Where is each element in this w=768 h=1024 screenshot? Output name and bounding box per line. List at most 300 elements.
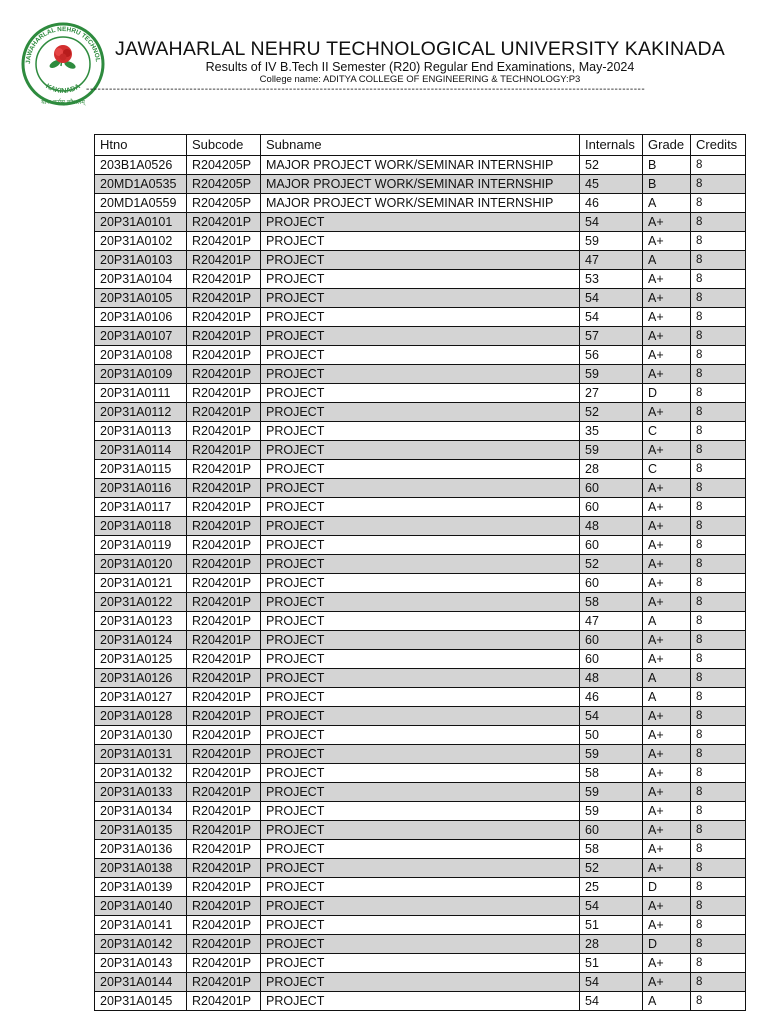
table-row [95,517,746,536]
table-row [95,270,746,289]
subcode-cell: R204201P [187,536,261,555]
subcode-cell: R204201P [187,346,261,365]
credits-cell: 8 [691,156,746,175]
subcode-cell: R204201P [187,422,261,441]
grade-cell: A+ [643,897,691,916]
internals-cell: 25 [580,878,643,897]
grade-cell: A [643,194,691,213]
subcode-cell: R204201P [187,327,261,346]
internals-cell: 60 [580,821,643,840]
credits-cell: 8 [691,194,746,213]
htno-cell: 20P31A0122 [95,593,187,612]
results-table [94,134,746,1011]
subcode-cell: R204201P [187,669,261,688]
subcode-cell: R204201P [187,992,261,1011]
column-header-subcode: Subcode [187,135,261,156]
subname-cell: PROJECT [261,213,580,232]
table-header-row [95,135,746,156]
grade-cell: A+ [643,441,691,460]
grade-cell: A+ [643,859,691,878]
subname-cell: PROJECT [261,783,580,802]
internals-cell: 52 [580,859,643,878]
subcode-cell: R204201P [187,916,261,935]
table-row [95,802,746,821]
table-row [95,232,746,251]
table-row [95,175,746,194]
grade-cell: A+ [643,745,691,764]
grade-cell: C [643,460,691,479]
credits-cell: 8 [691,574,746,593]
htno-cell: 20P31A0139 [95,878,187,897]
logo-ring-text-top: JAWAHARLAL NEHRU TECHNOL [24,25,101,65]
subname-cell: PROJECT [261,650,580,669]
grade-cell: A+ [643,973,691,992]
subname-cell: PROJECT [261,251,580,270]
subname-cell: MAJOR PROJECT WORK/SEMINAR INTERNSHIP [261,175,580,194]
htno-cell: 20P31A0118 [95,517,187,536]
grade-cell: A+ [643,574,691,593]
credits-cell: 8 [691,992,746,1011]
internals-cell: 54 [580,992,643,1011]
htno-cell: 20P31A0102 [95,232,187,251]
table-row [95,821,746,840]
table-row [95,460,746,479]
subcode-cell: R204201P [187,840,261,859]
grade-cell: C [643,422,691,441]
htno-cell: 20P31A0126 [95,669,187,688]
subname-cell: PROJECT [261,593,580,612]
grade-cell: D [643,878,691,897]
internals-cell: 45 [580,175,643,194]
subname-cell: PROJECT [261,859,580,878]
subcode-cell: R204201P [187,308,261,327]
credits-cell: 8 [691,251,746,270]
credits-cell: 8 [691,498,746,517]
table-row [95,251,746,270]
table-row [95,403,746,422]
subcode-cell: R204201P [187,403,261,422]
grade-cell: A+ [643,631,691,650]
credits-cell: 8 [691,650,746,669]
grade-cell: D [643,935,691,954]
grade-cell: A+ [643,270,691,289]
grade-cell: A+ [643,289,691,308]
table-row [95,612,746,631]
subcode-cell: R204205P [187,156,261,175]
table-row [95,479,746,498]
subcode-cell: R204201P [187,878,261,897]
credits-cell: 8 [691,403,746,422]
internals-cell: 48 [580,517,643,536]
credits-cell: 8 [691,175,746,194]
credits-cell: 8 [691,688,746,707]
grade-cell: A+ [643,764,691,783]
table-row [95,289,746,308]
internals-cell: 54 [580,707,643,726]
internals-cell: 48 [580,669,643,688]
table-row [95,365,746,384]
internals-cell: 52 [580,403,643,422]
internals-cell: 58 [580,764,643,783]
internals-cell: 54 [580,308,643,327]
grade-cell: A [643,251,691,270]
htno-cell: 20P31A0143 [95,954,187,973]
htno-cell: 20MD1A0535 [95,175,187,194]
htno-cell: 20P31A0111 [95,384,187,403]
credits-cell: 8 [691,365,746,384]
university-name: JAWAHARLAL NEHRU TECHNOLOGICAL UNIVERSITY KAKINADA [115,38,725,60]
subcode-cell: R204201P [187,574,261,593]
credits-cell: 8 [691,840,746,859]
grade-cell: B [643,175,691,194]
credits-cell: 8 [691,289,746,308]
credits-cell: 8 [691,479,746,498]
htno-cell: 20P31A0104 [95,270,187,289]
subcode-cell: R204201P [187,859,261,878]
subname-cell: PROJECT [261,479,580,498]
credits-cell: 8 [691,916,746,935]
table-row [95,555,746,574]
university-seal-icon [20,18,106,110]
subcode-cell: R204201P [187,821,261,840]
credits-cell: 8 [691,232,746,251]
htno-cell: 20P31A0109 [95,365,187,384]
column-header-credits: Credits [691,135,746,156]
subcode-cell: R204201P [187,479,261,498]
htno-cell: 20P31A0134 [95,802,187,821]
credits-cell: 8 [691,669,746,688]
credits-cell: 8 [691,783,746,802]
logo-motto: योगः कर्मसु कौशलम् [41,99,85,106]
university-logo [20,18,106,110]
table-row [95,954,746,973]
credits-cell: 8 [691,878,746,897]
table-row [95,574,746,593]
credits-cell: 8 [691,327,746,346]
htno-cell: 20P31A0119 [95,536,187,555]
subcode-cell: R204201P [187,593,261,612]
internals-cell: 28 [580,460,643,479]
htno-cell: 20P31A0112 [95,403,187,422]
internals-cell: 46 [580,688,643,707]
htno-cell: 20P31A0121 [95,574,187,593]
subcode-cell: R204201P [187,764,261,783]
htno-cell: 20P31A0101 [95,213,187,232]
internals-cell: 54 [580,973,643,992]
credits-cell: 8 [691,707,746,726]
table-row [95,308,746,327]
subname-cell: PROJECT [261,365,580,384]
table-row [95,916,746,935]
table-row [95,897,746,916]
column-header-internals: Internals [580,135,643,156]
table-row [95,840,746,859]
internals-cell: 50 [580,726,643,745]
grade-cell: A [643,992,691,1011]
subcode-cell: R204201P [187,612,261,631]
subname-cell: PROJECT [261,498,580,517]
subname-cell: PROJECT [261,973,580,992]
htno-cell: 20P31A0133 [95,783,187,802]
table-row [95,194,746,213]
internals-cell: 59 [580,232,643,251]
credits-cell: 8 [691,270,746,289]
grade-cell: A+ [643,403,691,422]
grade-cell: A+ [643,346,691,365]
grade-cell: A [643,669,691,688]
subname-cell: PROJECT [261,821,580,840]
credits-cell: 8 [691,935,746,954]
htno-cell: 20P31A0144 [95,973,187,992]
subname-cell: PROJECT [261,327,580,346]
subcode-cell: R204201P [187,441,261,460]
internals-cell: 59 [580,441,643,460]
subcode-cell: R204201P [187,270,261,289]
htno-cell: 20P31A0115 [95,460,187,479]
grade-cell: A+ [643,821,691,840]
grade-cell: A [643,612,691,631]
internals-cell: 51 [580,954,643,973]
subname-cell: PROJECT [261,726,580,745]
table-row [95,669,746,688]
subcode-cell: R204201P [187,935,261,954]
subname-cell: PROJECT [261,612,580,631]
internals-cell: 52 [580,156,643,175]
htno-cell: 20P31A0105 [95,289,187,308]
internals-cell: 51 [580,916,643,935]
grade-cell: A+ [643,650,691,669]
subname-cell: PROJECT [261,764,580,783]
grade-cell: A+ [643,498,691,517]
table-row [95,783,746,802]
subcode-cell: R204201P [187,688,261,707]
table-row [95,973,746,992]
subname-cell: PROJECT [261,441,580,460]
table-row [95,859,746,878]
results-table-body [95,156,746,1011]
subcode-cell: R204201P [187,365,261,384]
subname-cell: MAJOR PROJECT WORK/SEMINAR INTERNSHIP [261,194,580,213]
grade-cell: A+ [643,916,691,935]
credits-cell: 8 [691,422,746,441]
column-header-htno: Htno [95,135,187,156]
subcode-cell: R204201P [187,251,261,270]
table-row [95,992,746,1011]
htno-cell: 20P31A0135 [95,821,187,840]
grade-cell: A+ [643,517,691,536]
grade-cell: B [643,156,691,175]
credits-cell: 8 [691,973,746,992]
subname-cell: PROJECT [261,289,580,308]
grade-cell: A+ [643,726,691,745]
table-row [95,536,746,555]
credits-cell: 8 [691,821,746,840]
grade-cell: A+ [643,479,691,498]
htno-cell: 20P31A0138 [95,859,187,878]
table-row [95,441,746,460]
grade-cell: A+ [643,555,691,574]
subcode-cell: R204201P [187,555,261,574]
htno-cell: 20P31A0120 [95,555,187,574]
credits-cell: 8 [691,802,746,821]
credits-cell: 8 [691,346,746,365]
grade-cell: A+ [643,365,691,384]
subname-cell: PROJECT [261,422,580,441]
internals-cell: 60 [580,631,643,650]
subname-cell: PROJECT [261,631,580,650]
table-row [95,156,746,175]
credits-cell: 8 [691,612,746,631]
subcode-cell: R204201P [187,517,261,536]
subname-cell: PROJECT [261,707,580,726]
htno-cell: 20P31A0107 [95,327,187,346]
subname-cell: PROJECT [261,270,580,289]
table-row [95,764,746,783]
internals-cell: 54 [580,289,643,308]
htno-cell: 20P31A0136 [95,840,187,859]
htno-cell: 20P31A0123 [95,612,187,631]
subname-cell: PROJECT [261,403,580,422]
grade-cell: D [643,384,691,403]
htno-cell: 20P31A0117 [95,498,187,517]
credits-cell: 8 [691,441,746,460]
table-row [95,726,746,745]
table-row [95,422,746,441]
subname-cell: PROJECT [261,745,580,764]
table-row [95,498,746,517]
results-title: Results of IV B.Tech II Semester (R20) Regular End Examinations, May-2024 [205,60,635,74]
internals-cell: 60 [580,536,643,555]
table-row [95,707,746,726]
grade-cell: A+ [643,308,691,327]
table-row [95,650,746,669]
subname-cell: PROJECT [261,802,580,821]
subname-cell: PROJECT [261,878,580,897]
subcode-cell: R204201P [187,707,261,726]
htno-cell: 20P31A0128 [95,707,187,726]
internals-cell: 60 [580,650,643,669]
htno-cell: 20P31A0103 [95,251,187,270]
grade-cell: A+ [643,802,691,821]
subname-cell: PROJECT [261,916,580,935]
credits-cell: 8 [691,631,746,650]
htno-cell: 203B1A0526 [95,156,187,175]
grade-cell: A+ [643,783,691,802]
credits-cell: 8 [691,308,746,327]
htno-cell: 20P31A0125 [95,650,187,669]
subname-cell: PROJECT [261,935,580,954]
internals-cell: 52 [580,555,643,574]
htno-cell: 20P31A0113 [95,422,187,441]
credits-cell: 8 [691,536,746,555]
internals-cell: 58 [580,593,643,612]
credits-cell: 8 [691,517,746,536]
htno-cell: 20P31A0114 [95,441,187,460]
table-row [95,935,746,954]
grade-cell: A [643,688,691,707]
internals-cell: 60 [580,574,643,593]
subcode-cell: R204201P [187,460,261,479]
subname-cell: PROJECT [261,954,580,973]
credits-cell: 8 [691,726,746,745]
htno-cell: 20P31A0140 [95,897,187,916]
htno-cell: 20P31A0108 [95,346,187,365]
subcode-cell: R204201P [187,631,261,650]
table-row [95,346,746,365]
subcode-cell: R204201P [187,745,261,764]
subname-cell: PROJECT [261,992,580,1011]
internals-cell: 59 [580,783,643,802]
credits-cell: 8 [691,555,746,574]
grade-cell: A+ [643,213,691,232]
subcode-cell: R204201P [187,897,261,916]
subcode-cell: R204201P [187,954,261,973]
htno-cell: 20P31A0124 [95,631,187,650]
grade-cell: A+ [643,840,691,859]
internals-cell: 56 [580,346,643,365]
internals-cell: 58 [580,840,643,859]
internals-cell: 46 [580,194,643,213]
internals-cell: 59 [580,365,643,384]
htno-cell: 20P31A0106 [95,308,187,327]
subcode-cell: R204201P [187,498,261,517]
subname-cell: PROJECT [261,517,580,536]
subname-cell: PROJECT [261,460,580,479]
credits-cell: 8 [691,764,746,783]
subname-cell: PROJECT [261,308,580,327]
internals-cell: 28 [580,935,643,954]
grade-cell: A+ [643,232,691,251]
htno-cell: 20P31A0127 [95,688,187,707]
grade-cell: A+ [643,593,691,612]
logo-ring-text-bottom: KAKINADA [44,83,82,95]
column-header-grade: Grade [643,135,691,156]
grade-cell: A+ [643,954,691,973]
internals-cell: 59 [580,745,643,764]
subname-cell: PROJECT [261,840,580,859]
subcode-cell: R204201P [187,973,261,992]
subcode-cell: R204201P [187,802,261,821]
subname-cell: PROJECT [261,555,580,574]
college-name: College name: ADITYA COLLEGE OF ENGINEERING & TECHNOLOGY:P3 [259,74,581,85]
internals-cell: 47 [580,251,643,270]
subname-cell: PROJECT [261,688,580,707]
grade-cell: A+ [643,536,691,555]
htno-cell: 20P31A0142 [95,935,187,954]
internals-cell: 35 [580,422,643,441]
table-row [95,213,746,232]
column-header-subname: Subname [261,135,580,156]
table-row [95,593,746,612]
internals-cell: 27 [580,384,643,403]
subname-cell: PROJECT [261,232,580,251]
subname-cell: PROJECT [261,536,580,555]
subcode-cell: R204201P [187,650,261,669]
table-row [95,384,746,403]
internals-cell: 60 [580,498,643,517]
htno-cell: 20P31A0130 [95,726,187,745]
credits-cell: 8 [691,745,746,764]
htno-cell: 20P31A0141 [95,916,187,935]
subcode-cell: R204201P [187,232,261,251]
internals-cell: 47 [580,612,643,631]
internals-cell: 59 [580,802,643,821]
htno-cell: 20P31A0145 [95,992,187,1011]
table-row [95,688,746,707]
subname-cell: MAJOR PROJECT WORK/SEMINAR INTERNSHIP [261,156,580,175]
internals-cell: 60 [580,479,643,498]
table-row [95,631,746,650]
